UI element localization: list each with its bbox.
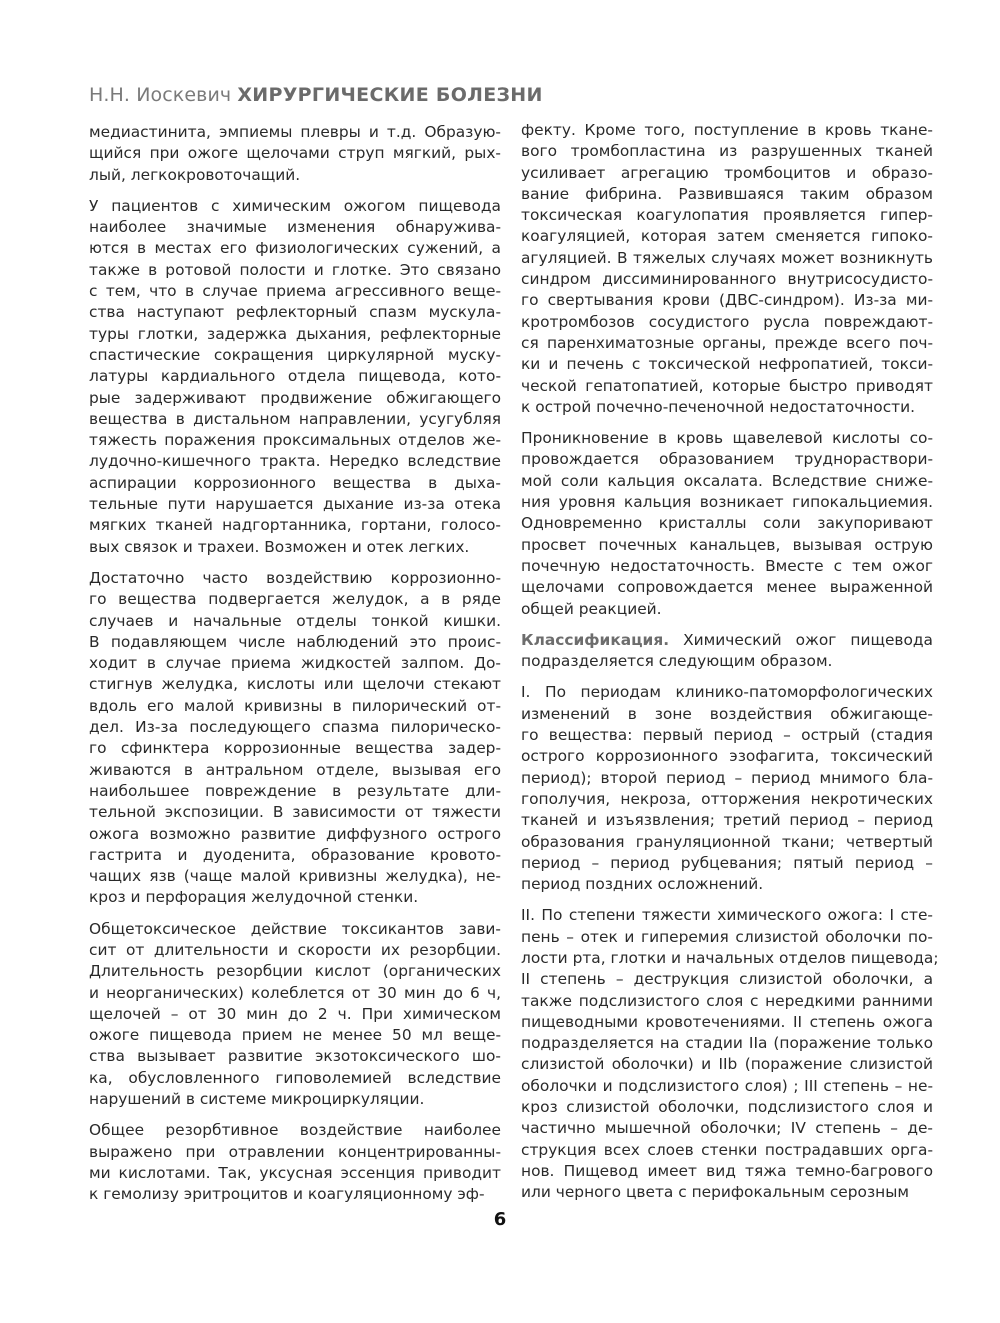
text-line: ются в местах его физиологических сужений, а (89, 239, 501, 258)
text-line: кроз слизистой оболочки, подслизистого слоя и (521, 1098, 933, 1117)
text-line: Общетоксическое действие токсикантов зави- (89, 919, 501, 938)
running-head-author: Н.Н. Иоскевич (89, 84, 232, 106)
text-line: струкция всех слоев стенки пострадавших орга- (521, 1140, 933, 1159)
text-line: просвет почечных канальцев, вызывая острую (521, 535, 933, 554)
paragraph (521, 120, 933, 418)
text-line: тельной экспозиции. В зависимости от тяжести (89, 803, 501, 822)
paragraph (89, 568, 501, 909)
text-line: подразделяется на стадии IIa (поражение только (521, 1034, 933, 1053)
text-line: почечную недостаточность. Вместе с тем ожог (521, 556, 933, 575)
text-line: с тем, что в случае приема агрессивного веще- (89, 282, 501, 301)
page-number: 6 (493, 1209, 507, 1230)
paragraph (89, 919, 501, 1111)
text-line: наибольшее повреждение в результате дли- (89, 781, 501, 800)
left-column (89, 122, 501, 1216)
text-line: оболочки и подслизистого слоя) ; III степень – не- (521, 1076, 933, 1095)
text-line: также в ротовой полости и глотке. Это связано (89, 260, 501, 279)
text-line: ства вызывает развитие экзотоксического шо- (89, 1047, 501, 1066)
text-line: рые задерживают продвижение обжигающего (89, 388, 501, 407)
text-line: тканей и изъязвления; третий период – период (521, 811, 933, 830)
text-line: также подслизистого слоя с нередкими ранними (521, 991, 933, 1010)
text-line: вого тромбопластина из разрушенных тканей (521, 142, 933, 161)
text-line: вание фибрина. Развившаяся таким образом (521, 184, 933, 203)
text-line: гастрита и дуоденита, образование кровото- (89, 845, 501, 864)
text-line: ния уровня кальция возникает гипокальциемия. (521, 493, 933, 512)
text-line: го вещества: первый период – острый (стадия (521, 726, 933, 745)
text-line: пень – отек и гиперемия слизистой оболочки по- (521, 927, 933, 946)
text-line: латуры кардиального отдела пищевода, кото- (89, 367, 501, 386)
text-line: Общее резорбтивное воздействие наиболее (89, 1121, 501, 1140)
running-head (89, 84, 543, 106)
text-line: щийся при ожоге щелочами струп мягкий, рых- (89, 144, 501, 163)
text-line: частично мышечной оболочки; IV степень – де- (521, 1119, 933, 1138)
text-line: ся паренхиматозные органы, прежде всего поч- (521, 333, 933, 352)
text-line: нарушений в системе микроциркуляции. (89, 1090, 425, 1109)
text-line: к острой почечно-печеночной недостаточности. (521, 397, 916, 416)
text-line: слизистой оболочки) и IIb (поражение слизистой (521, 1055, 933, 1074)
text-line: наиболее значимые изменения обнаружива- (89, 218, 501, 237)
paragraph (521, 905, 939, 1203)
text-line: выражено при отравлении концентрированны- (89, 1142, 501, 1161)
text-line: случаев и начальные отделы тонкой кишки. (89, 611, 501, 630)
text-line: вещества в дистальном направлении, усугубляя (89, 409, 501, 428)
text-line: фекту. Кроме того, поступление в кровь ткане- (521, 121, 933, 139)
text-line: период – период рубцевания; пятый период – (521, 853, 933, 872)
section-run-in-heading: Классификация. (521, 630, 670, 649)
paragraph (89, 196, 501, 558)
running-head-book-title: ХИРУРГИЧЕСКИЕ БОЛЕЗНИ (237, 84, 543, 106)
text-line: спастические сокращения циркулярной муску- (89, 345, 501, 364)
text-line: вдоль его малой кривизны в пилорический от- (89, 696, 501, 715)
text-line: тельные пути нарушается дыхание из-за отека (89, 495, 501, 514)
text-line: ческой гепатопатией, которые быстро приводят (521, 376, 933, 395)
text-line: сит от длительности и скорости их резорбции. (89, 940, 501, 959)
text-line: дел. Из-за последующего спазма пилорическо- (89, 718, 501, 737)
text-line: токсическая коагулопатия проявляется гипер- (521, 206, 933, 225)
paragraph (521, 428, 933, 620)
paragraph (521, 630, 933, 673)
text-line: В подавляющем числе наблюдений это проис- (89, 632, 501, 651)
text-line: щелочами сопровождается менее выраженной (521, 578, 933, 597)
text-line: ожоге пищевода прием не менее 50 мл веще- (89, 1026, 501, 1045)
paragraph (521, 682, 933, 895)
right-column (521, 120, 939, 1214)
text-line: лости рта, глотки и начальных отделов пищевода; (521, 948, 939, 967)
text-line: период); второй период – период мнимого бла- (521, 768, 933, 787)
text-line-content: Химический ожог пищевода (669, 630, 933, 649)
paragraph (89, 1120, 501, 1205)
text-line: лудочно-кишечного тракта. Нередко вследствие (89, 452, 501, 471)
text-line: коагуляцией, которая затем сменяется гипоко- (521, 227, 933, 246)
text-line: аспирации коррозионного вещества в дыха- (89, 473, 501, 492)
text-line: агуляцией. В тяжелых случаях может возникнуть (521, 248, 933, 267)
text-line: лый, легкокровоточащий. (89, 165, 301, 184)
text-line: щелочей – от 30 мин до 2 ч. При химическом (89, 1004, 501, 1023)
text-line: образования грануляционной ткани; четвертый (521, 832, 933, 851)
text-line: живаются в антральном отделе, вызывая его (89, 760, 501, 779)
text-line: и неорганических) колеблется от 30 мин до 6 ч, (89, 983, 501, 1002)
text-line: мой соли кальция оксалата. Вследствие сниже- (521, 471, 933, 490)
text-line: или черного цвета с перифокальным серозным (521, 1183, 909, 1202)
text-line: го вещества подвергается желудок, а в ряде (89, 590, 501, 609)
text-line: общей реакцией. (521, 599, 662, 618)
text-line: медиастинита, эмпиемы плевры и т.д. Образую- (89, 123, 501, 141)
text-line: подразделяется следующим образом. (521, 652, 833, 671)
text-line: кроз и перфорация желудочной стенки. (89, 888, 419, 907)
paragraph (89, 122, 501, 186)
text-line: к гемолизу эритроцитов и коагуляционному эф- (89, 1185, 485, 1204)
text-line: туры глотки, задержка дыхания, рефлекторные (89, 324, 501, 343)
text-line: Проникновение в кровь щавелевой кислоты со- (521, 429, 933, 448)
text-line: ка, обусловленного гиповолемией вследствие (89, 1068, 501, 1087)
text-line: нов. Пищевод имеет вид тяжа темно-багрового (521, 1161, 933, 1180)
text-line: ми кислотами. Так, уксусная эссенция приводит (89, 1163, 501, 1182)
text-line: тяжесть поражения проксимальных отделов же- (89, 431, 501, 450)
text-line: гополучия, некроза, отторжения некротических (521, 789, 933, 808)
text-line: провождается образованием труднораствори- (521, 450, 933, 469)
text-line: ожога возможно развитие диффузного острого (89, 824, 501, 843)
text-line (521, 630, 933, 651)
text-line: период поздних осложнений. (521, 875, 764, 894)
text-line: чащих язв (чаще малой кривизны желудка), не- (89, 867, 501, 886)
text-line: У пациентов с химическим ожогом пищевода (89, 196, 501, 215)
text-line: вых связок и трахеи. Возможен и отек легких. (89, 537, 470, 556)
text-line: ства наступают рефлекторный спазм мускула- (89, 303, 501, 322)
text-line: I. По периодам клинико-патоморфологических (521, 683, 933, 702)
text-line: кротромбозов сосудистого русла повреждают- (521, 312, 933, 331)
text-line: мягких тканей надгортанника, гортани, голосо- (89, 516, 501, 535)
text-line: II степень – деструкция слизистой оболочки, а (521, 970, 933, 989)
text-line: стигнув желудка, кислоты или щелочи стекают (89, 675, 501, 694)
text-line: Длительность резорбции кислот (органических (89, 962, 501, 981)
text-line: усиливает агрегацию тромбоцитов и образо- (521, 163, 933, 182)
text-line: II. По степени тяжести химического ожога: I сте- (521, 906, 933, 925)
text-line: го сфинктера коррозионные вещества задер- (89, 739, 501, 758)
text-line: синдром диссиминированного внутрисосудисто- (521, 270, 933, 289)
text-line: острого коррозионного эзофагита, токсический (521, 747, 933, 766)
text-line: Одновременно кристаллы соли закупоривают (521, 514, 933, 533)
text-line: ки и печень с токсической нефропатией, токси- (521, 355, 933, 374)
text-line: Достаточно часто воздействию коррозионно- (89, 568, 501, 587)
text-line: го свертывания крови (ДВС-синдром). Из-за ми- (521, 291, 933, 310)
text-line: пищеводными кровотечениями. II степень ожога (521, 1012, 933, 1031)
text-line: изменений в зоне воздействия обжигающе- (521, 704, 933, 723)
text-line: ходит в случае приема жидкостей залпом. До- (89, 654, 501, 673)
